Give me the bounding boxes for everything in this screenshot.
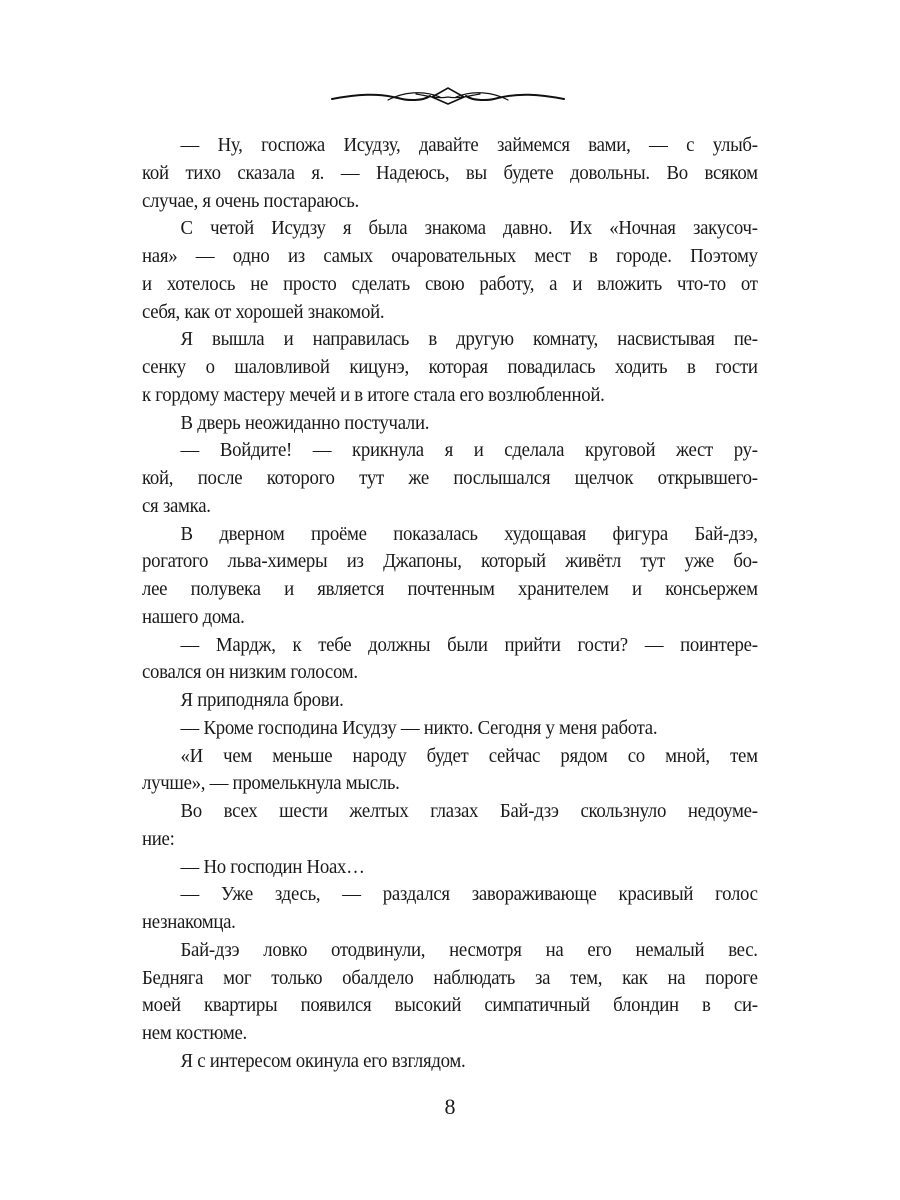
text-line: Бай-дзэ ловко отодвинули, несмотря на его немалый вес. xyxy=(180,938,758,961)
text-line: себя, как от хорошей знакомой. xyxy=(142,300,385,323)
text-line: ние: xyxy=(142,827,175,850)
text-line: нем костюме. xyxy=(142,1022,247,1044)
text-line: В дверь неожиданно постучали. xyxy=(180,411,430,434)
text-line: — Ну, госпожа Исудзу, давайте займемся вами, — с улыб- xyxy=(180,134,758,156)
text-line: Я с интересом окинула его взглядом. xyxy=(180,1049,466,1072)
text-line: ся замка. xyxy=(142,494,211,517)
paragraph xyxy=(142,437,758,520)
text-line: нашего дома. xyxy=(142,605,245,628)
text-line: В дверном проёме показалась худощавая фигура Бай-дзэ, xyxy=(180,522,758,545)
paragraph xyxy=(142,632,758,688)
text-line: ная» — одно из самых очаровательных мест в городе. Поэтому xyxy=(142,245,758,267)
text-line: моей квартиры появился высокий симпатичный блондин в си- xyxy=(142,994,758,1017)
text-line: — Уже здесь, — раздался завораживающе красивый голос xyxy=(180,883,758,906)
ornament-divider-icon xyxy=(328,84,568,110)
paragraph xyxy=(142,798,758,854)
text-line: и хотелось не просто сделать свою работу, а и вложить что-то от xyxy=(142,272,758,295)
paragraph xyxy=(142,326,758,409)
text-line: лучше», — промелькнула мысль. xyxy=(142,772,400,795)
paragraph xyxy=(142,715,758,743)
body-text xyxy=(142,132,758,1076)
paragraph xyxy=(142,215,758,326)
page-number: 8 xyxy=(444,1094,456,1119)
text-line: С четой Исудзу я была знакома давно. Их «Ночная закусоч- xyxy=(180,217,758,240)
text-line: — Кроме господина Исудзу — никто. Сегодня у меня работа. xyxy=(180,716,658,739)
paragraph xyxy=(142,937,758,1048)
paragraph xyxy=(142,1048,758,1076)
paragraph xyxy=(142,743,758,799)
text-line: Я вышла и направилась в другую комнату, насвистывая пе- xyxy=(180,328,758,351)
text-line: кой, после которого тут же послышался щелчок открывшего- xyxy=(142,467,758,489)
paragraph xyxy=(142,854,758,882)
text-line: незнакомца. xyxy=(142,911,236,933)
paragraph xyxy=(142,687,758,715)
text-line: кой тихо сказала я. — Надеюсь, вы будете довольны. Во всяком xyxy=(142,161,758,184)
paragraph xyxy=(142,521,758,632)
paragraph xyxy=(142,881,758,937)
text-line: рогатого льва-химеры из Джапоны, который живётл тут уже бо- xyxy=(142,550,758,573)
text-line: сенку о шаловливой кицунэ, которая повадилась ходить в гости xyxy=(142,356,758,378)
text-line: совался он низким голосом. xyxy=(142,661,358,684)
text-line: — Но господин Ноах… xyxy=(180,855,365,878)
text-line: лее полувека и является почтенным хранителем и консьержем xyxy=(142,578,758,600)
text-line: Во всех шести желтых глазах Бай-дзэ скользнуло недоуме- xyxy=(180,800,758,822)
text-line: «И чем меньше народу будет сейчас рядом со мной, тем xyxy=(180,744,758,767)
text-line: Бедняга мог только обалдело наблюдать за тем, как на пороге xyxy=(142,966,758,989)
text-line: к гордому мастеру мечей и в итоге стала его возлюбленной. xyxy=(142,383,605,406)
paragraph xyxy=(142,132,758,215)
text-line: — Мардж, к тебе должны были прийти гости? — поинтере- xyxy=(180,633,758,656)
text-line: случае, я очень постараюсь. xyxy=(142,189,359,212)
text-line: Я приподняла брови. xyxy=(180,689,344,711)
paragraph xyxy=(142,410,758,438)
text-line: — Войдите! — крикнула я и сделала круговой жест ру- xyxy=(180,439,758,462)
